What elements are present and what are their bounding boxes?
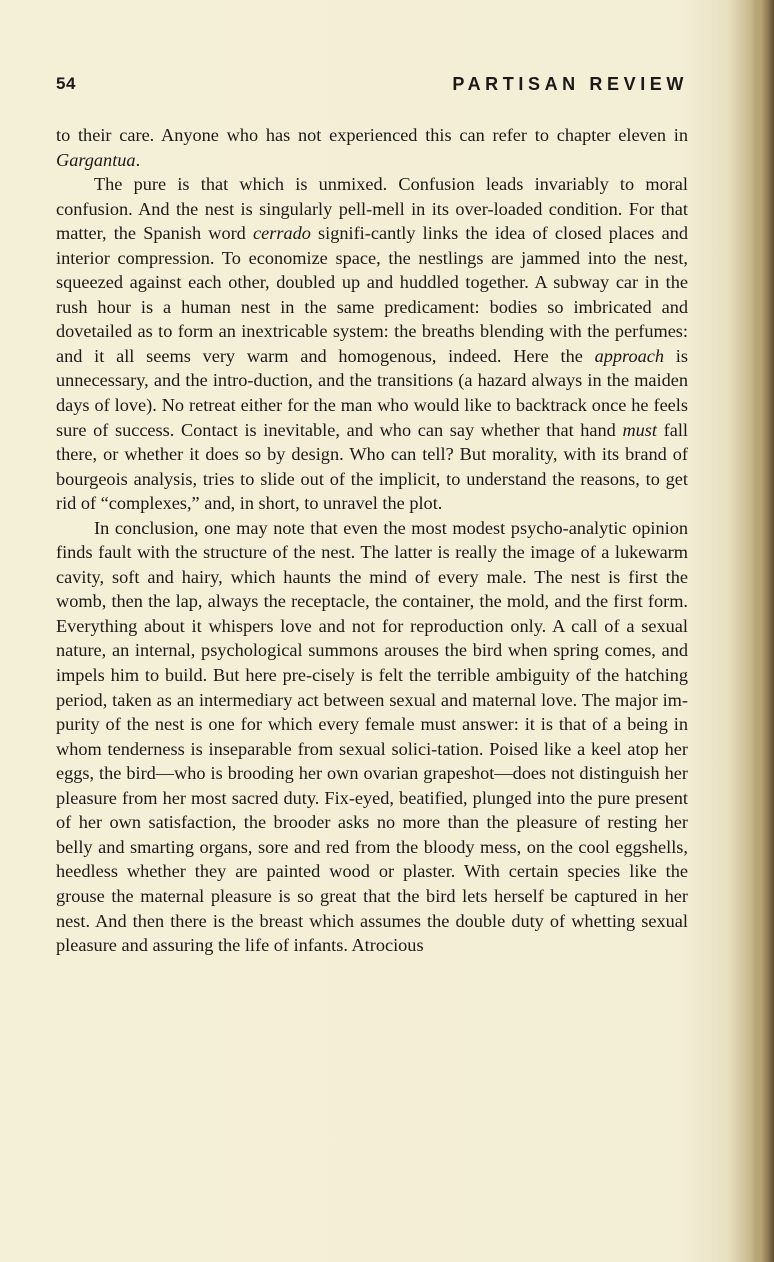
paragraph-2 [56,172,688,516]
italic-term: must [622,419,657,440]
text-run: fall there, or whether it does so by design. Who can tell? But morality, with its brand of bourgeois analysis, tries to slide out of the implicit, to understand the reasons, to get rid of “complexes,” and, in short, to unravel the plot. [56,419,688,514]
paragraph-1 [56,123,688,172]
text-run: In conclusion, one may note that even the most modest psycho-analytic opinion finds fault with the structure of the nest. The latter is really the image of a lukewarm cavity, soft and hairy, which haunts the mind of every male. The nest is first the womb, then the lap, always the receptacle, the container, the mold, and the first form. Everything about it whispers love and not for reproduction only. A call of a sexual nature, an internal, psychological summons arouses the bird when spring comes, and impels him to build. But here pre-cisely is felt the terrible ambiguity of the hatching period, taken as an intermediary act between sexual and maternal love. The major im-purity of the nest is one for which every female must answer: it is that of a being in whom tenderness is inseparable from sexual solici-tation. Poised like a keel atop her eggs, the bird—who is brooding her own ovarian grapeshot—does not distinguish her pleasure from her most sacred duty. Fix-eyed, beatified, plunged into the pure present of her own satisfaction, the brooder asks no more than the pleasure of resting her belly and smarting organs, sore and red from the bloody mess, on the cool eggshells, heedless whether they are painted wood or plaster. With certain species like the grouse the maternal pleasure is so great that the bird lets herself be captured in her nest. And then there is the breast which assumes the double duty of whetting sexual pleasure and assuring the life of infants. Atrocious [56,517,688,956]
italic-term: approach [594,345,665,366]
italic-term: cerrado [252,223,311,244]
page-header [56,74,688,102]
text-run: . [135,149,141,170]
text-run: The pure is that which is unmixed. Confusion leads invariably to moral confusion. And the nest is singularly pell-mell in its over-loaded condition. For that matter, the Spanish word [56,174,688,244]
body-text [56,123,688,958]
text-run: signifi-cantly links the idea of closed places and interior compression. To economize space, the nestlings are jammed into the nest, squeezed against each other, doubled up and huddled together. A subway car in the rush hour is a human nest in the same predicament: bodies so imbricated and dovetailed as to form an inextricable system: the breaths blending with the perfumes: and it all seems very warm and homogenous, indeed. Here the [56,223,688,366]
paragraph-3 [56,516,688,958]
book-spine-shadow [752,0,774,1262]
text-run: is unnecessary, and the intro-duction, and the transitions (a hazard always in the maiden days of love). No retreat either for the man who would like to backtrack once he feels sure of success. Contact is inevitable, and who can say whether that hand [56,345,688,440]
text-run: to their care. Anyone who has not experienced this can refer to chapter eleven in [56,125,688,145]
page-number: 54 [56,74,76,93]
book-title: Gargantua [56,149,136,170]
running-head: PARTISAN REVIEW [452,74,688,94]
